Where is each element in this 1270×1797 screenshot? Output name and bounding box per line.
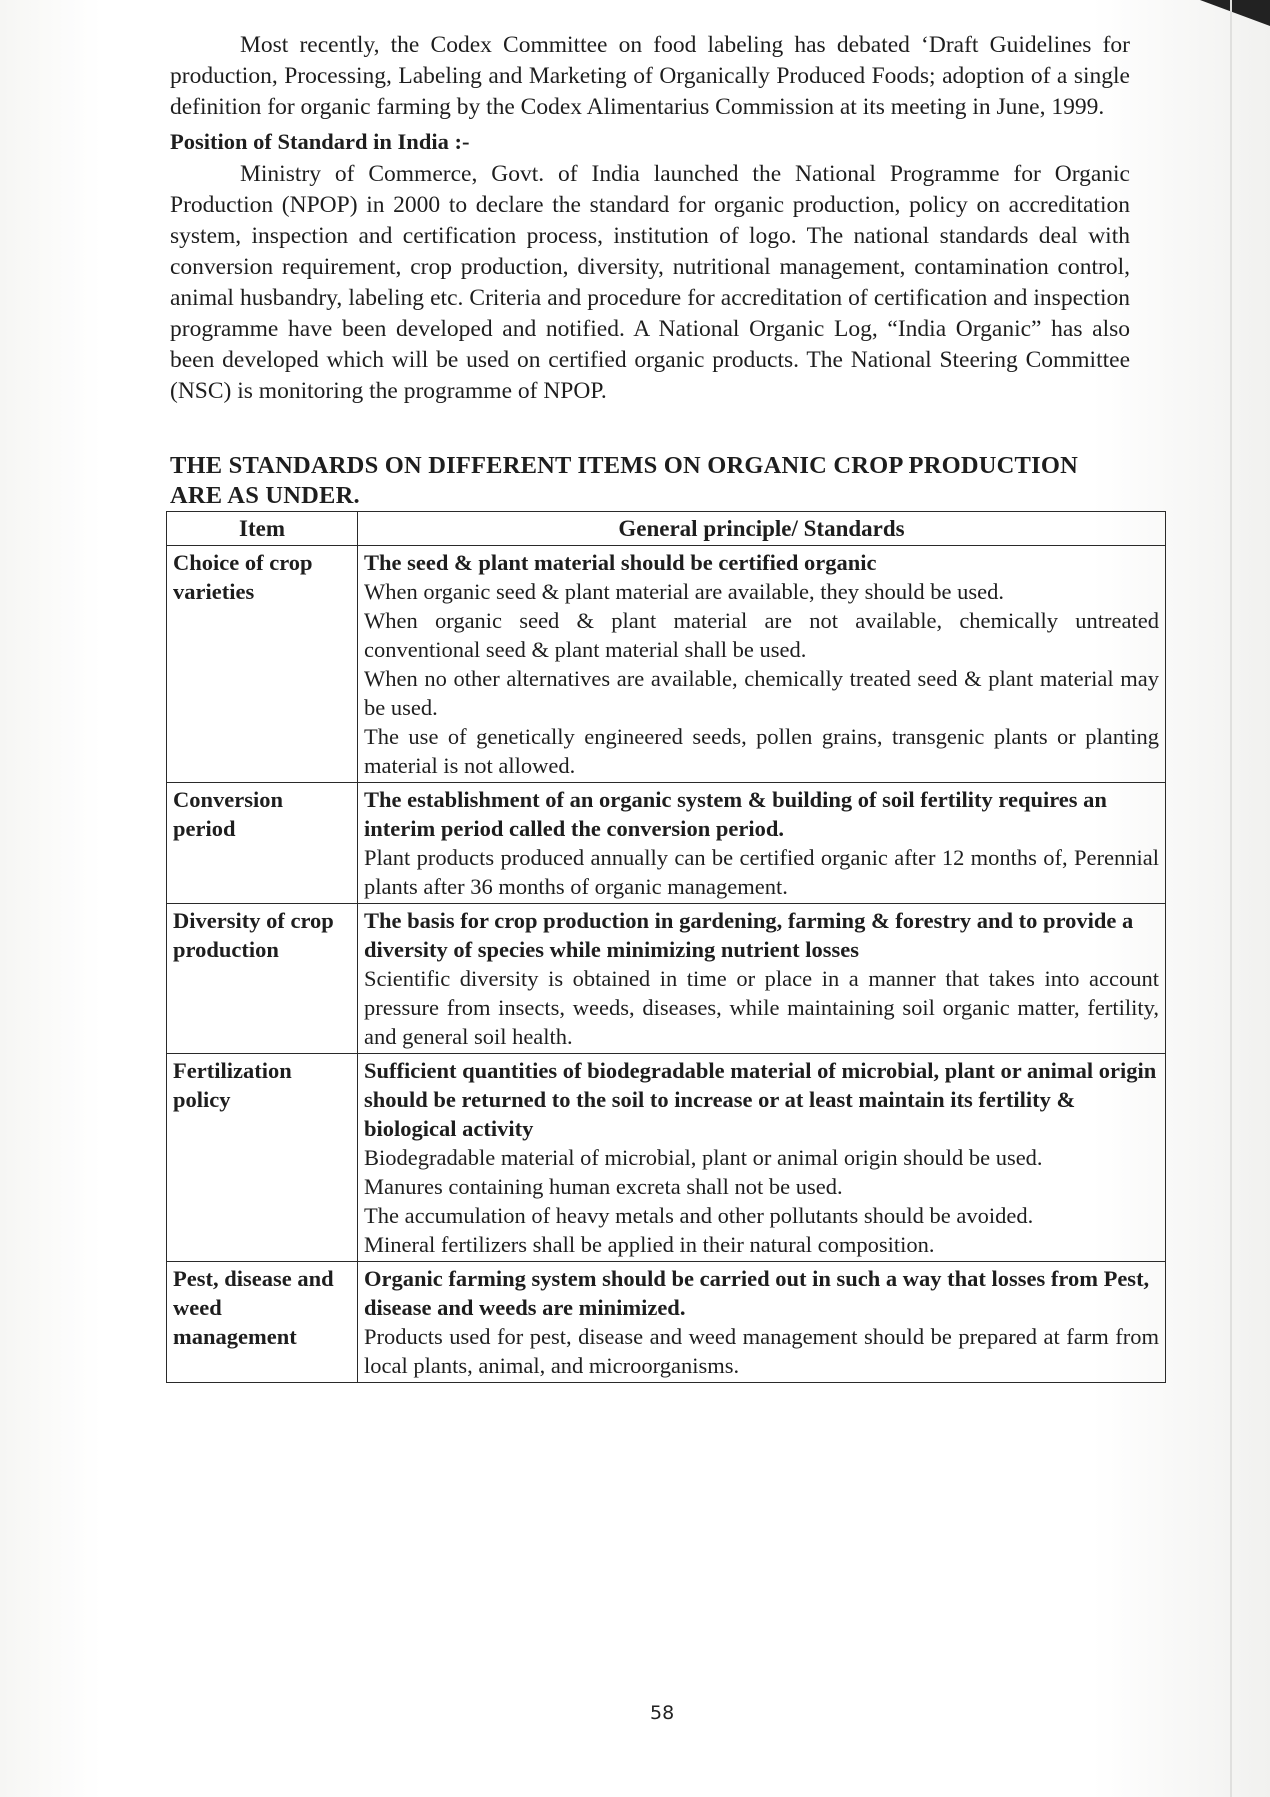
item-cell: Fertilization policy	[167, 1054, 358, 1262]
intro-paragraph-codex: Most recently, the Codex Committee on food labeling has debated ‘Draft Guidelines for production, Processing, Labeling and Marketing of Organically Produced Foods; adoption of a single definition for organic farming by the Codex Alimentarius Commission at its meeting in June, 1999.	[170, 32, 1130, 120]
item-cell: Diversity of crop production	[167, 904, 358, 1054]
standard-line: Biodegradable material of microbial, plant or animal origin should be used.	[364, 1145, 1043, 1170]
standard-line: Manures containing human excreta shall not be used.	[364, 1174, 843, 1199]
intro-paragraph-npop: Ministry of Commerce, Govt. of India launched the National Programme for Organic Production (NPOP) in 2000 to declare the standard for organic production, policy on accreditation system, inspection and certification process, institution of logo. The national standards deal with conversion requirement, crop production, diversity, nutritional management, contamination control, animal husbandry, labeling etc. Criteria and procedure for accreditation of certification and inspection programme have been developed and notified. A National Organic Log, “India Organic” has also been developed which will be used on certified organic products. The National Steering Committee (NSC) is monitoring the programme of NPOP.	[170, 161, 1130, 404]
standard-line: The use of genetically engineered seeds, pollen grains, transgenic plants or planting material is not allowed.	[364, 724, 1159, 778]
table-row-pest-management	[167, 1262, 1166, 1383]
page-corner-shadow	[1200, 0, 1270, 26]
standards-cell	[358, 1054, 1166, 1262]
item-cell: Pest, disease and weed management	[167, 1262, 358, 1383]
standards-cell	[358, 1262, 1166, 1383]
header-general-principle: General principle/ Standards	[358, 512, 1166, 546]
page-number: 58	[650, 1702, 675, 1724]
section-heading-india: Position of Standard in India :-	[170, 129, 470, 154]
standard-line: When no other alternatives are available, chemically treated seed & plant material may be used.	[364, 666, 1159, 720]
principle-text: Sufficient quantities of biodegradable material of microbial, plant or animal origin should be returned to the soil to increase or at least maintain its fertility & biological activity	[364, 1058, 1157, 1141]
table-row-conversion-period	[167, 783, 1166, 904]
page-edge-line	[1230, 0, 1232, 1797]
standards-table	[166, 511, 1166, 1383]
table-row-fertilization	[167, 1054, 1166, 1262]
table-row-crop-varieties	[167, 546, 1166, 783]
standard-line: When organic seed & plant material are available, they should be used.	[364, 579, 1004, 604]
standards-cell	[358, 546, 1166, 783]
item-cell: Choice of crop varieties	[167, 546, 358, 783]
table-header-row	[167, 512, 1166, 546]
standard-line: Products used for pest, disease and weed management should be prepared at farm from local plants, animal, and microorganisms.	[364, 1324, 1159, 1378]
standard-line: Scientific diversity is obtained in time or place in a manner that takes into account pressure from insects, weeds, diseases, while maintaining soil organic matter, fertility, and general soil health.	[364, 966, 1159, 1049]
principle-text: The establishment of an organic system & building of soil fertility requires an interim period called the conversion period.	[364, 787, 1107, 841]
standards-cell	[358, 904, 1166, 1054]
item-cell: Conversion period	[167, 783, 358, 904]
standards-cell	[358, 783, 1166, 904]
principle-text: The seed & plant material should be certified organic	[364, 550, 877, 575]
table-row-diversity	[167, 904, 1166, 1054]
standard-line: When organic seed & plant material are not available, chemically untreated conventional seed & plant material shall be used.	[364, 608, 1159, 662]
page-content	[170, 30, 1159, 1383]
table-title: THE STANDARDS ON DIFFERENT ITEMS ON ORGANIC CROP PRODUCTION ARE AS UNDER.	[170, 452, 1078, 509]
principle-text: Organic farming system should be carried out in such a way that losses from Pest, disease and weeds are minimized.	[364, 1266, 1150, 1320]
standard-line: The accumulation of heavy metals and other pollutants should be avoided.	[364, 1203, 1034, 1228]
principle-text: The basis for crop production in gardening, farming & forestry and to provide a diversity of species while minimizing nutrient losses	[364, 908, 1134, 962]
standard-line: Plant products produced annually can be certified organic after 12 months of, Perennial plants after 36 months of organic management.	[364, 845, 1159, 899]
header-item: Item	[167, 512, 358, 546]
standard-line: Mineral fertilizers shall be applied in their natural composition.	[364, 1232, 935, 1257]
